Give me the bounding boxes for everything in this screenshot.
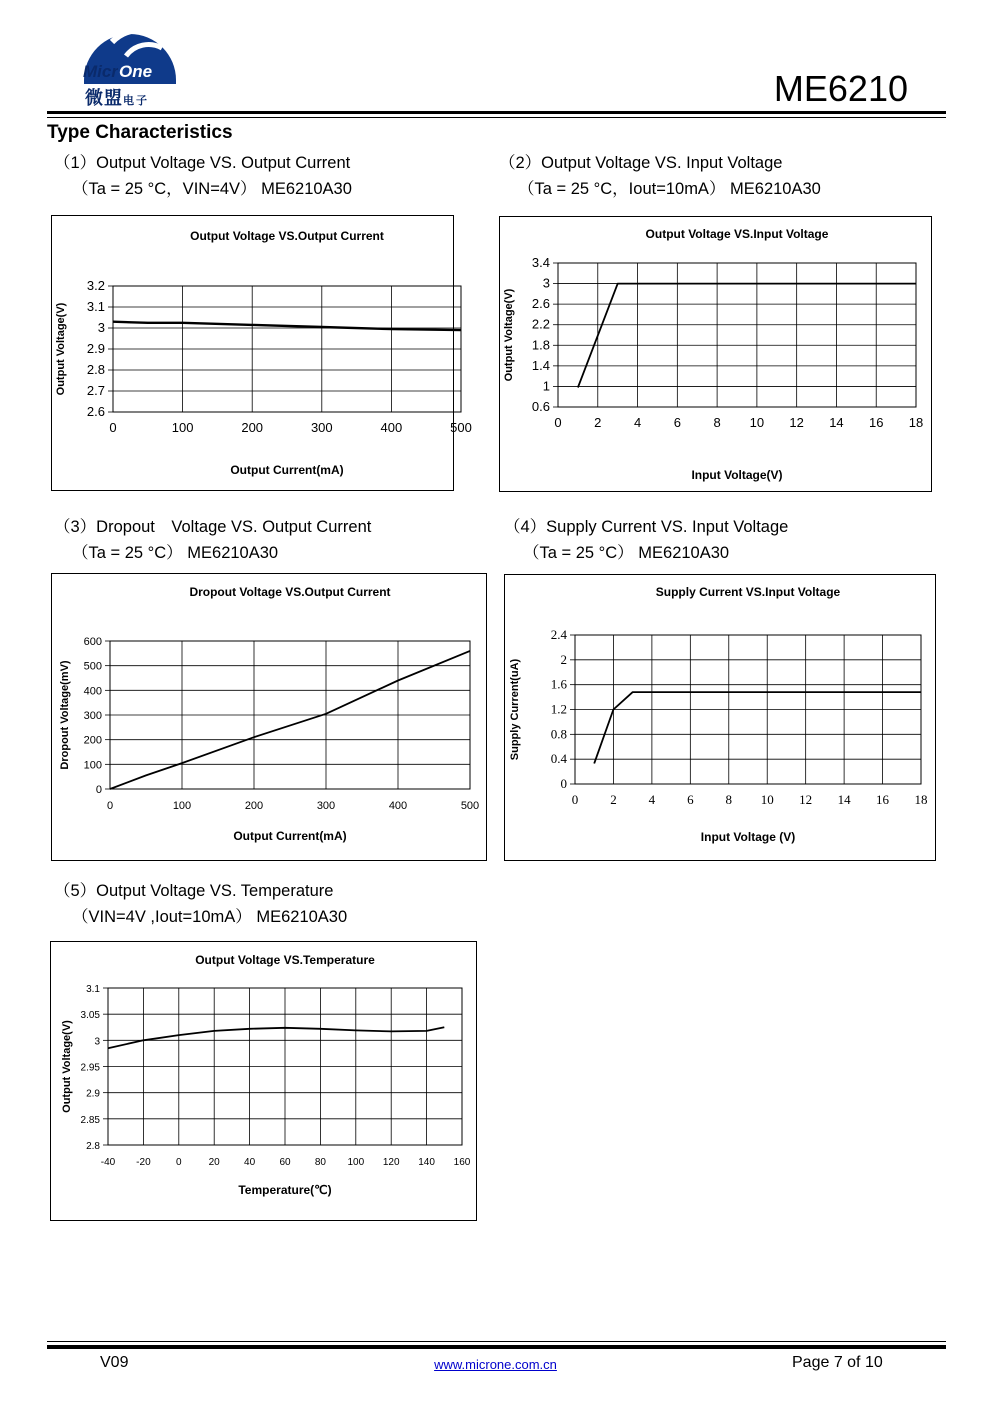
x-tick-label-20: 20	[208, 1157, 220, 1168]
x-tick-label-2: 2	[594, 415, 602, 430]
x-tick-label-8: 8	[713, 415, 721, 430]
y-tick-label-3-1: 3.1	[86, 299, 105, 314]
section-title: Type Characteristics	[47, 122, 233, 143]
y-tick-label-2-6: 2.6	[531, 296, 550, 312]
y-tick-label-3-4: 3.4	[531, 255, 550, 270]
x-tick-label-40: 40	[244, 1157, 256, 1168]
y-tick-label-200: 200	[83, 734, 102, 747]
y-tick-label-1-4: 1.4	[531, 357, 550, 373]
y-tick-label-2-4: 2.4	[550, 627, 567, 642]
x-tick-label-2: 2	[610, 792, 617, 807]
x-tick-label-100: 100	[171, 420, 194, 435]
x-tick-label-10: 10	[760, 792, 774, 807]
y-axis-label: Output Voltage(V)	[503, 288, 515, 382]
x-tick-label-140: 140	[418, 1157, 435, 1168]
x-tick-label-20: -20	[136, 1157, 151, 1168]
x-tick-label-100: 100	[172, 800, 192, 812]
header-rule-thick	[47, 111, 946, 114]
x-tick-label-18: 18	[908, 415, 924, 430]
y-tick-label-400: 400	[83, 685, 102, 698]
x-tick-label-14: 14	[829, 415, 844, 430]
y-tick-label-2-2: 2.2	[531, 316, 550, 332]
y-tick-label-2-8: 2.8	[86, 1141, 100, 1152]
chart-supply-current-vs-input-voltage	[504, 574, 936, 861]
caption-5-title: （5）Output Voltage VS. Temperature	[54, 882, 334, 900]
y-tick-label-2-95: 2.95	[80, 1062, 100, 1074]
header-rule-thin	[47, 117, 946, 118]
x-tick-label-200: 200	[244, 800, 264, 812]
y-tick-label-0-8: 0.8	[550, 726, 567, 742]
footer-rule-thin	[47, 1341, 946, 1342]
x-tick-label-16: 16	[868, 415, 884, 430]
x-tick-label-500: 500	[450, 420, 472, 435]
x-tick-label-0: 0	[554, 415, 562, 430]
y-tick-label-3-2: 3.2	[86, 278, 105, 293]
y-tick-label-600: 600	[83, 636, 102, 648]
y-tick-label-1-6: 1.6	[550, 676, 567, 692]
x-tick-label-80: 80	[314, 1157, 326, 1168]
chart-2-canvas	[500, 217, 933, 493]
y-axis-label: Output Voltage(V)	[61, 1020, 73, 1113]
x-tick-label-18: 18	[914, 792, 928, 807]
series-line-me6210a30	[108, 1027, 444, 1048]
footer-website-link[interactable]: www.microne.com.cn	[434, 1357, 557, 1372]
y-tick-label-2-7: 2.7	[86, 383, 105, 398]
caption-4-title: （4）Supply Current VS. Input Voltage	[504, 518, 789, 536]
y-tick-label-0: 0	[95, 784, 102, 796]
series-line-me6210a30	[110, 651, 470, 789]
x-axis-label: Input Voltage (V)	[700, 830, 796, 844]
x-tick-label-200: 200	[241, 420, 264, 435]
y-axis-label: Output Voltage(V)	[55, 302, 67, 396]
chart-title: Dropout Voltage VS.Output Current	[189, 585, 391, 599]
logo-chinese-text: 微盟电子	[85, 88, 149, 108]
y-tick-label-2-9: 2.9	[86, 1088, 100, 1100]
x-tick-label-0: 0	[176, 1157, 182, 1168]
x-tick-label-0: 0	[571, 792, 579, 807]
x-tick-label-4: 4	[648, 792, 656, 807]
y-tick-label-2-85: 2.85	[80, 1114, 100, 1126]
chart-title: Output Voltage VS.Temperature	[195, 953, 375, 967]
x-tick-label-8: 8	[725, 792, 733, 807]
footer-rule-thick	[47, 1345, 946, 1349]
y-tick-label-500: 500	[83, 660, 102, 673]
y-tick-label-300: 300	[83, 710, 102, 722]
x-tick-label-60: 60	[279, 1157, 291, 1168]
footer-version: V09	[100, 1354, 129, 1371]
series-line-me6210a30	[594, 692, 921, 763]
x-tick-label-4: 4	[633, 415, 642, 430]
model-number: ME6210	[773, 68, 908, 109]
x-tick-label-500: 500	[460, 800, 480, 812]
chart-title: Output Voltage VS.Input Voltage	[645, 227, 829, 241]
y-axis-label: Supply Current(uA)	[509, 658, 521, 761]
x-axis-label: Input Voltage(V)	[691, 468, 783, 482]
x-tick-label-120: 120	[382, 1157, 400, 1168]
chart-output-voltage-vs-output-current	[51, 215, 472, 491]
y-tick-label-0-6: 0.6	[531, 399, 550, 414]
x-tick-label-12: 12	[789, 415, 804, 430]
caption-3-conditions: （Ta = 25 °C） ME6210A30	[72, 544, 279, 562]
y-tick-label-2: 2	[560, 651, 567, 667]
y-tick-label-3: 3	[94, 1036, 100, 1048]
plot-area-border	[558, 263, 916, 407]
y-tick-label-100: 100	[83, 759, 102, 772]
caption-3-title: （3）Dropout Voltage VS. Output Current	[54, 518, 372, 536]
x-tick-label-40: -40	[100, 1157, 116, 1168]
y-tick-label-3: 3	[97, 320, 105, 335]
y-tick-label-3-1: 3.1	[86, 984, 100, 995]
x-tick-label-0: 0	[106, 800, 114, 812]
chart-1-canvas	[52, 216, 472, 492]
x-tick-label-400: 400	[388, 800, 408, 812]
x-tick-label-12: 12	[799, 792, 813, 807]
chart-title: Supply Current VS.Input Voltage	[655, 585, 841, 599]
x-tick-label-16: 16	[876, 792, 890, 807]
y-tick-label-2-8: 2.8	[86, 362, 105, 377]
y-tick-label-3-05: 3.05	[80, 1010, 100, 1022]
y-tick-label-0: 0	[560, 776, 567, 791]
caption-2-conditions: （Ta = 25 °C，Iout=10mA） ME6210A30	[518, 180, 821, 198]
caption-5-conditions: （VIN=4V ,Iout=10mA） ME6210A30	[72, 908, 348, 926]
y-tick-label-2-9: 2.9	[86, 341, 105, 356]
footer-page-number: Page 7 of 10	[792, 1354, 883, 1371]
x-tick-label-10: 10	[749, 415, 765, 430]
chart-dropout-voltage-vs-output-current	[51, 573, 487, 861]
x-axis-label: Output Current(mA)	[233, 829, 347, 843]
logo-brand-text: MicrOne	[83, 62, 153, 81]
chart-4-canvas	[505, 575, 937, 862]
x-tick-label-6: 6	[687, 792, 694, 807]
y-tick-label-3: 3	[542, 275, 550, 291]
x-axis-label: Temperature(℃)	[238, 1183, 332, 1197]
x-tick-label-160: 160	[453, 1157, 471, 1168]
chart-output-voltage-vs-input-voltage	[499, 216, 932, 492]
y-tick-label-1: 1	[542, 378, 550, 394]
x-tick-label-400: 400	[380, 420, 403, 435]
x-tick-label-300: 300	[316, 800, 336, 812]
series-line-me6210a30	[578, 284, 916, 388]
x-tick-label-0: 0	[109, 420, 117, 435]
y-tick-label-1-2: 1.2	[550, 701, 567, 717]
caption-2-title: （2）Output Voltage VS. Input Voltage	[499, 154, 783, 172]
x-tick-label-300: 300	[310, 420, 333, 435]
caption-1-title: （1）Output Voltage VS. Output Current	[54, 154, 351, 172]
y-tick-label-1-8: 1.8	[531, 337, 550, 353]
y-tick-label-0-4: 0.4	[550, 751, 567, 767]
y-tick-label-2-6: 2.6	[86, 404, 105, 419]
chart-output-voltage-vs-temperature	[50, 941, 477, 1221]
company-logo	[80, 22, 180, 108]
x-tick-label-100: 100	[347, 1157, 365, 1168]
x-axis-label: Output Current(mA)	[230, 463, 344, 477]
x-tick-label-14: 14	[837, 792, 851, 807]
caption-1-conditions: （Ta = 25 °C，VIN=4V） ME6210A30	[72, 180, 352, 198]
y-axis-label: Dropout Voltage(mV)	[59, 660, 71, 770]
x-tick-label-6: 6	[673, 415, 681, 430]
chart-title: Output Voltage VS.Output Current	[190, 229, 384, 243]
series-line-me6210a30	[113, 322, 461, 330]
chart-3-canvas	[52, 574, 488, 862]
caption-4-conditions: （Ta = 25 °C） ME6210A30	[523, 544, 730, 562]
chart-5-canvas	[51, 942, 478, 1222]
